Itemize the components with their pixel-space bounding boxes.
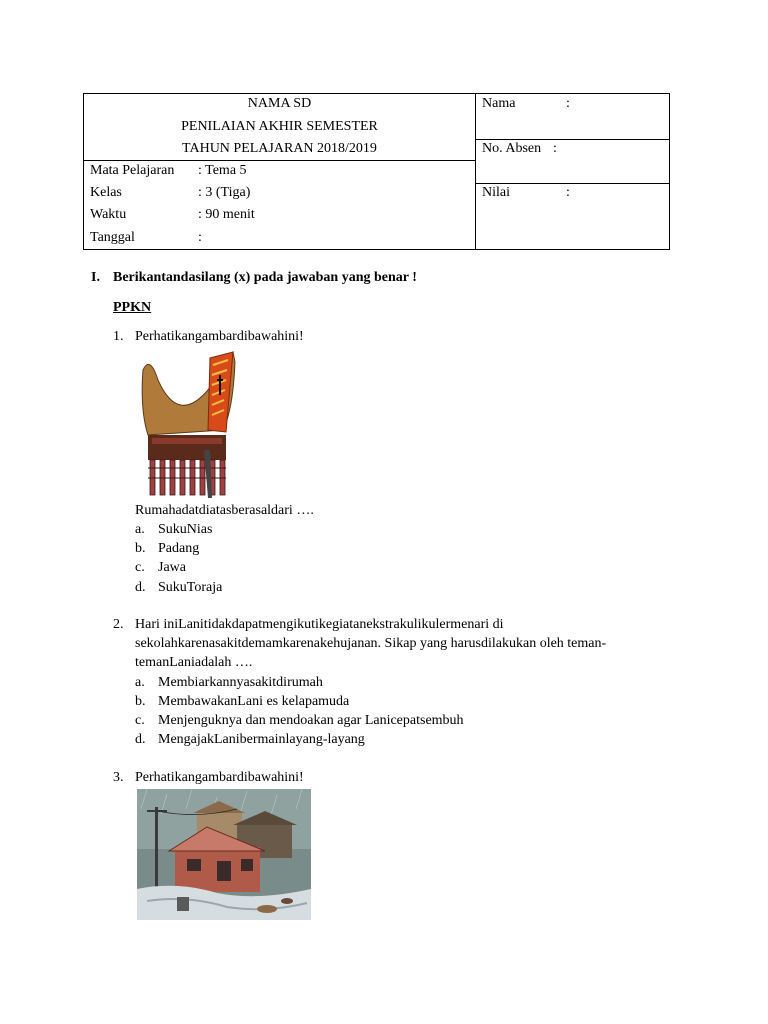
absen-label: No. Absen xyxy=(482,141,542,156)
score-label: Nilai xyxy=(482,185,510,200)
option-text[interactable]: Jawa xyxy=(158,560,186,575)
academic-year: TAHUN PELAJARAN 2018/2019 xyxy=(182,141,377,156)
section-instruction: Berikantandasilang (x) pada jawaban yang benar ! xyxy=(113,270,417,285)
section-number: I. xyxy=(91,270,100,285)
info-label-class: Kelas xyxy=(90,185,122,200)
score-colon: : xyxy=(566,185,570,200)
option-letter: a. xyxy=(135,675,145,690)
info-value-class: : 3 (Tiga) xyxy=(198,185,251,200)
table-divider xyxy=(475,139,669,140)
option-letter: b. xyxy=(135,694,146,709)
question-line: sekolahkarenasakitdemamkarenakehujanan. Sikap yang harusdilakukan oleh teman- xyxy=(135,636,607,651)
option-letter: b. xyxy=(135,541,146,556)
question-number: 2. xyxy=(113,617,124,632)
question-prompt: Rumahadatdiatasberasaldari …. xyxy=(135,503,314,518)
header-table xyxy=(83,93,670,250)
option-letter: c. xyxy=(135,560,145,575)
info-label-time: Waktu xyxy=(90,207,127,222)
question-text: Perhatikangambardibawahini! xyxy=(135,770,304,785)
question-line: temanLaniadalah …. xyxy=(135,655,253,670)
option-letter: a. xyxy=(135,522,145,537)
info-value-subject: : Tema 5 xyxy=(198,163,247,178)
info-label-subject: Mata Pelajaran xyxy=(90,163,175,178)
info-label-date: Tanggal xyxy=(90,230,135,245)
option-letter: d. xyxy=(135,732,146,747)
option-text[interactable]: MengajakLanibermainlayang-layang xyxy=(158,732,365,747)
question-text: Perhatikangambardibawahini! xyxy=(135,329,304,344)
table-divider xyxy=(84,160,475,161)
question-number: 3. xyxy=(113,770,124,785)
option-text[interactable]: Padang xyxy=(158,541,200,556)
school-name: NAMA SD xyxy=(247,96,312,111)
exam-title: PENILAIAN AKHIR SEMESTER xyxy=(181,119,378,134)
option-text[interactable]: Menjenguknya dan mendoakan agar Lanicepatsembuh xyxy=(158,713,464,728)
table-divider xyxy=(475,183,669,184)
subject-heading: PPKN xyxy=(113,300,152,315)
option-letter: c. xyxy=(135,713,145,728)
info-value-date: : xyxy=(198,230,202,245)
option-text[interactable]: SukuNias xyxy=(158,522,213,537)
option-text[interactable]: SukuToraja xyxy=(158,580,223,595)
question-number: 1. xyxy=(113,329,124,344)
flood-village-image xyxy=(137,789,311,920)
info-value-time: : 90 menit xyxy=(198,207,255,222)
option-text[interactable]: Membiarkannyasakitdirumah xyxy=(158,675,323,690)
toraja-house-image xyxy=(138,350,238,500)
question-line: Hari iniLanitidakdapatmengikutikegiatanekstrakulikulermenari di xyxy=(135,617,504,632)
name-label: Nama xyxy=(482,96,516,111)
option-letter: d. xyxy=(135,580,146,595)
table-divider xyxy=(475,94,476,249)
name-colon: : xyxy=(566,96,570,111)
option-text[interactable]: MembawakanLani es kelapamuda xyxy=(158,694,350,709)
absen-colon: : xyxy=(553,141,557,156)
